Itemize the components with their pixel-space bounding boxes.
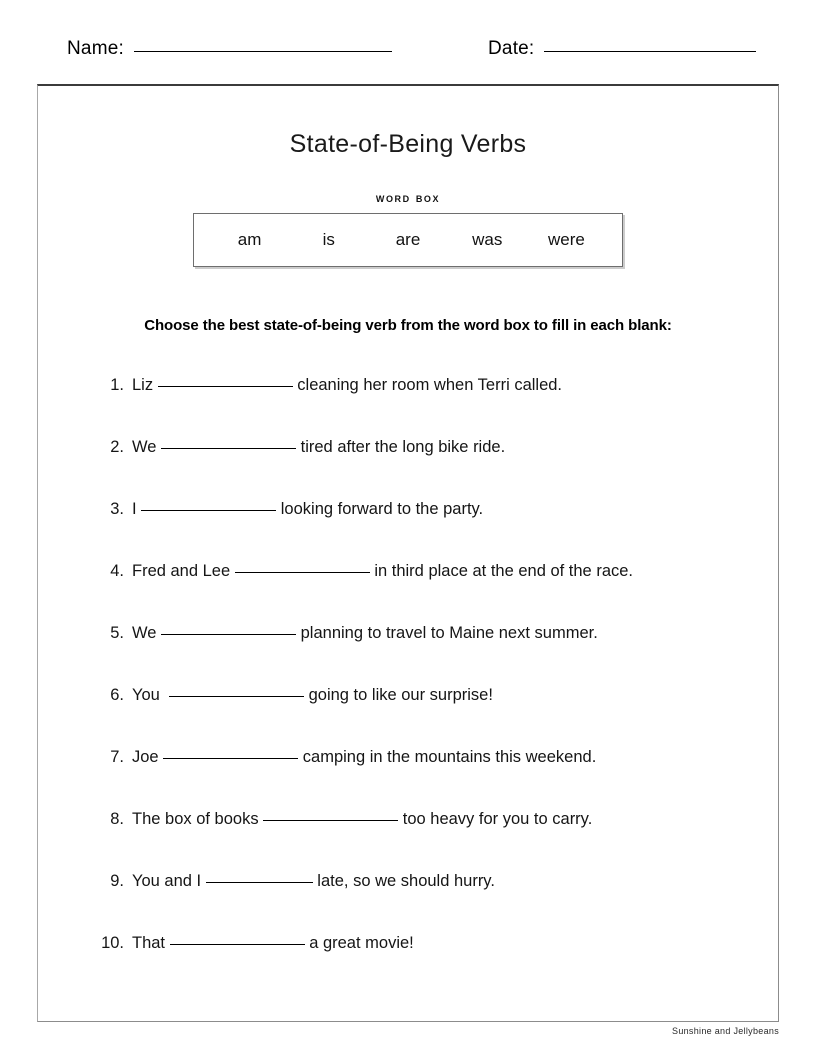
question-item xyxy=(98,748,758,810)
word-box-word: am xyxy=(237,230,262,249)
question-text xyxy=(132,748,596,767)
answer-blank[interactable] xyxy=(169,696,304,697)
name-label: Name: xyxy=(67,38,124,59)
date-write-line[interactable] xyxy=(544,51,756,52)
question-number: 9. xyxy=(110,872,124,890)
question-list xyxy=(98,376,758,996)
question-text-before: Liz xyxy=(132,376,158,394)
answer-blank[interactable] xyxy=(206,882,313,883)
worksheet-body xyxy=(37,84,779,1022)
question-text-before: The box of books xyxy=(132,810,264,828)
name-write-line[interactable] xyxy=(134,51,392,52)
question-text-after: a great movie! xyxy=(304,934,414,952)
answer-blank[interactable] xyxy=(235,572,370,573)
question-number: 1. xyxy=(110,376,124,394)
question-number: 10. xyxy=(101,934,124,952)
answer-blank[interactable] xyxy=(170,944,305,945)
question-text-before: You and I xyxy=(132,872,206,890)
question-number: 6. xyxy=(110,686,124,704)
question-number: 3. xyxy=(110,500,124,518)
question-text-before: I xyxy=(132,500,142,518)
question-text xyxy=(132,376,562,395)
question-text-before: Joe xyxy=(132,748,164,766)
answer-blank[interactable] xyxy=(161,634,296,635)
word-box xyxy=(193,213,623,267)
page-title: State-of-Being Verbs xyxy=(289,130,527,158)
question-text-after: late, so we should hurry. xyxy=(312,872,495,890)
word-box-word: was xyxy=(472,230,503,249)
question-text-after: too heavy for you to carry. xyxy=(398,810,593,828)
student-info-header xyxy=(0,38,816,68)
question-text-after: in third place at the end of the race. xyxy=(369,562,634,580)
name-field-group xyxy=(67,38,392,60)
question-number: 7. xyxy=(110,748,124,766)
question-text-after: camping in the mountains this weekend. xyxy=(298,748,597,766)
question-item xyxy=(98,872,758,934)
word-box-word: are xyxy=(395,230,421,249)
question-number: 2. xyxy=(110,438,124,456)
question-item xyxy=(98,500,758,562)
question-number: 8. xyxy=(110,810,124,828)
question-item xyxy=(98,562,758,624)
question-text-before: That xyxy=(132,934,170,952)
answer-blank[interactable] xyxy=(158,386,293,387)
answer-blank[interactable] xyxy=(163,758,298,759)
question-item xyxy=(98,624,758,686)
question-text xyxy=(132,500,483,519)
question-text-before: We xyxy=(132,624,162,642)
question-text-after: cleaning her room when Terri called. xyxy=(292,376,563,394)
word-box-label: word box xyxy=(375,191,441,205)
footer-credit: Sunshine and Jellybeans xyxy=(672,1026,779,1036)
question-text-after: looking forward to the party. xyxy=(276,500,484,518)
question-text xyxy=(132,810,592,829)
question-item xyxy=(98,686,758,748)
date-field-group xyxy=(488,38,756,60)
question-text xyxy=(132,872,495,891)
word-box-word-list xyxy=(194,230,622,250)
question-item xyxy=(98,438,758,500)
word-box-word: were xyxy=(547,230,585,249)
question-item xyxy=(98,376,758,438)
question-text xyxy=(132,562,633,581)
question-text-before: Fred and Lee xyxy=(132,562,235,580)
question-text xyxy=(132,934,414,953)
question-text-before: We xyxy=(132,438,162,456)
question-text xyxy=(132,686,493,705)
question-text-after: tired after the long bike ride. xyxy=(296,438,506,456)
question-number: 5. xyxy=(110,624,124,642)
question-number: 4. xyxy=(110,562,124,580)
question-item xyxy=(98,810,758,872)
question-text-after: going to like our surprise! xyxy=(304,686,493,704)
date-label: Date: xyxy=(488,38,535,59)
question-text xyxy=(132,624,598,643)
answer-blank[interactable] xyxy=(161,448,296,449)
word-box-word: is xyxy=(322,230,335,249)
question-text-after: planning to travel to Maine next summer. xyxy=(296,624,598,642)
question-item xyxy=(98,934,758,996)
question-text xyxy=(132,438,505,457)
answer-blank[interactable] xyxy=(263,820,398,821)
answer-blank[interactable] xyxy=(141,510,276,511)
question-text-before: You xyxy=(132,686,170,704)
instructions-text: Choose the best state-of-being verb from the word box to fill in each blank: xyxy=(144,317,672,334)
